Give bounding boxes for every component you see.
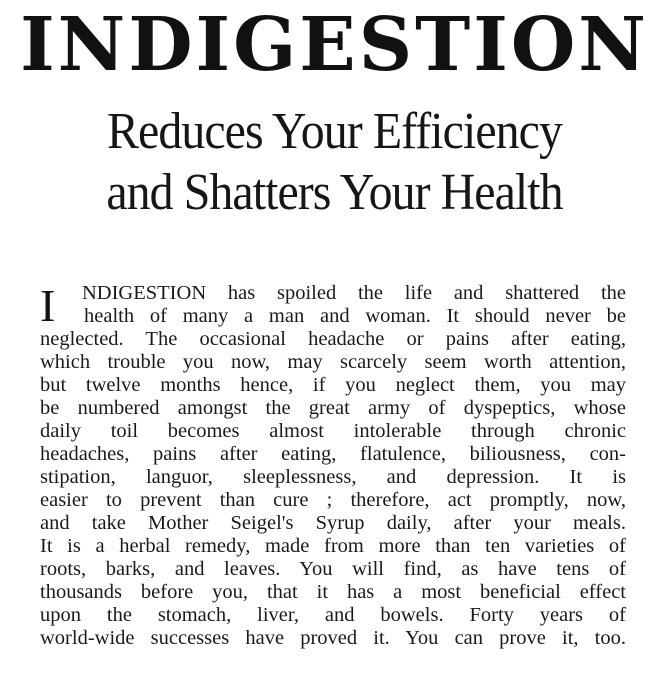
body-line: easier to prevent than cure ; therefore, act promptly, now, <box>40 489 626 511</box>
body-line: but twelve months hence, if you neglect them, you may <box>40 374 626 396</box>
body-line: be numbered amongst the great army of dyspeptics, whose <box>40 397 626 419</box>
body-line: It is a herbal remedy, made from more than ten varieties of <box>40 535 626 557</box>
body-line: and take Mother Seigel's Syrup daily, after your meals. <box>40 512 626 534</box>
body-line: neglected. The occasional headache or pains after eating, <box>40 328 626 350</box>
drop-cap: I <box>40 280 56 331</box>
subhead-line-1: Reduces Your Efficiency <box>107 103 562 160</box>
body-line: headaches, pains after eating, flatulence, biliousness, con- <box>40 443 626 465</box>
body-line: daily toil becomes almost intolerable through chronic <box>40 420 626 442</box>
body-line: roots, barks, and leaves. You will find, as have tens of <box>40 558 626 580</box>
body-line: which trouble you now, may scarcely seem worth attention, <box>40 351 626 373</box>
subhead-line-2: and Shatters Your Health <box>106 164 563 221</box>
body-line: NDIGESTION has spoiled the life and shattered the <box>82 282 626 304</box>
body-line: upon the stomach, liver, and bowels. Forty years of <box>40 604 626 626</box>
headline: INDIGESTION <box>20 2 649 88</box>
body-line: thousands before you, that it has a most beneficial effect <box>40 581 626 603</box>
body-line: world-wide successes have proved it. You can prove it, too. <box>40 627 626 649</box>
body-text <box>40 282 626 650</box>
body-line: health of many a man and woman. It should never be <box>84 305 626 327</box>
body-line: stipation, languor, sleeplessness, and depression. It is <box>40 466 626 488</box>
